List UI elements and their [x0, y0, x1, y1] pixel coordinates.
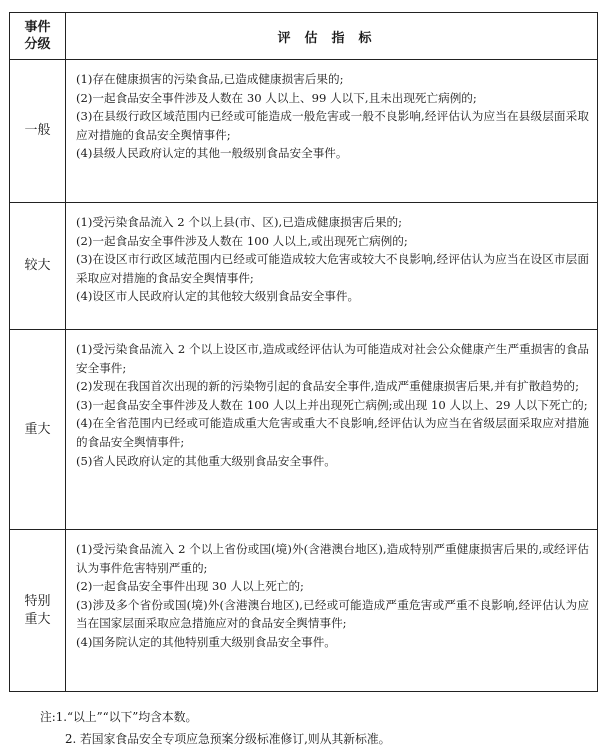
level-header-line-2: 分级: [24, 37, 51, 52]
table-row-especially-serious: [10, 530, 598, 692]
level-cell-especially-serious: [10, 530, 66, 692]
table-row-serious: [10, 330, 598, 530]
level-label-line-1: 特别: [24, 593, 51, 609]
level-cell-major: [10, 203, 66, 330]
food-safety-grading-table: [9, 12, 598, 692]
level-column-header: [10, 13, 66, 60]
level-cell-serious: [10, 330, 66, 530]
level-label: 重大: [24, 421, 51, 437]
criteria-item: (3)涉及多个省份或国(境)外(含港澳台地区),已经或可能造成严重危害或严重不良影响,经评估认为应当在国家层面采取应急措施应对的食品安全舆情事件;: [76, 597, 589, 631]
criteria-cell-general: [66, 60, 598, 203]
level-label: 一般: [24, 123, 51, 138]
criteria-cell-serious: [66, 330, 598, 530]
criteria-item: (2)一起食品安全事件出现 30 人以上死亡的;: [76, 579, 304, 594]
criteria-item: (1)受污染食品流入 2 个以上省份或国(境)外(含港澳台地区),造成特别严重健康损害后果的,或经评估认为事件危害特别严重的;: [76, 542, 589, 575]
table-row-general: [10, 60, 598, 203]
level-label: 较大: [24, 258, 51, 273]
criteria-item: (1)存在健康损害的污染食品,已造成健康损害后果的;: [76, 72, 344, 86]
criteria-item: (1)受污染食品流入 2 个以上设区市,造成或经评估认为可能造成对社会公众健康产生严重损害的食品安全事件;: [76, 342, 589, 375]
note-line-2: 2. 若国家食品安全专项应急预案分级标准修订,则从其新标准。: [65, 732, 391, 746]
criteria-item: (4)设区市人民政府认定的其他较大级别食品安全事件。: [76, 289, 360, 304]
level-label-line-2: 重大: [24, 611, 51, 627]
criteria-item: (3)在设区市行政区域范围内已经或可能造成较大危害或较大不良影响,经评估认为应当在设区市层面采取应对措施的食品安全舆情事件;: [76, 252, 589, 285]
criteria-item: (2)一起食品安全事件涉及人数在 30 人以上、99 人以下,且未出现死亡病例的;: [76, 90, 477, 105]
criteria-item: (3)在县级行政区域范围内已经或可能造成一般危害或一般不良影响,经评估认为应当在县级层面采取应对措施的食品安全舆情事件;: [76, 109, 589, 142]
table-header-row: [10, 13, 598, 60]
criteria-item: (3)一起食品安全事件涉及人数在 100 人以上并出现死亡病例;或出现 10 人以上、29 人以下死亡的;: [76, 397, 588, 412]
criteria-item: (2)发现在我国首次出现的新的污染物引起的食品安全事件,造成严重健康损害后果,并有扩散趋势的;: [76, 379, 580, 394]
table-row-major: [10, 203, 598, 330]
criteria-item: (4)国务院认定的其他特别重大级别食品安全事件。: [76, 634, 336, 649]
table-notes: [40, 706, 580, 750]
criteria-item: (4)县级人民政府认定的其他一般级别食品安全事件。: [76, 146, 348, 161]
criteria-cell-especially-serious: [66, 530, 598, 692]
level-header-line-1: 事件: [24, 20, 51, 35]
criteria-item: (4)在全省范围内已经或可能造成重大危害或重大不良影响,经评估认为应当在省级层面采取应对措施的食品安全舆情事件;: [76, 416, 589, 449]
criteria-column-header: 评估指标: [66, 13, 598, 60]
criteria-item: (1)受污染食品流入 2 个以上县(市、区),已造成健康损害后果的;: [76, 215, 403, 229]
criteria-cell-major: [66, 203, 598, 330]
note-line-1: 注:1.“以上”“以下”均含本数。: [40, 710, 198, 724]
criteria-item: (2)一起食品安全事件涉及人数在 100 人以上,或出现死亡病例的;: [76, 233, 408, 248]
level-cell-general: [10, 60, 66, 203]
criteria-item: (5)省人民政府认定的其他重大级别食品安全事件。: [76, 453, 336, 468]
